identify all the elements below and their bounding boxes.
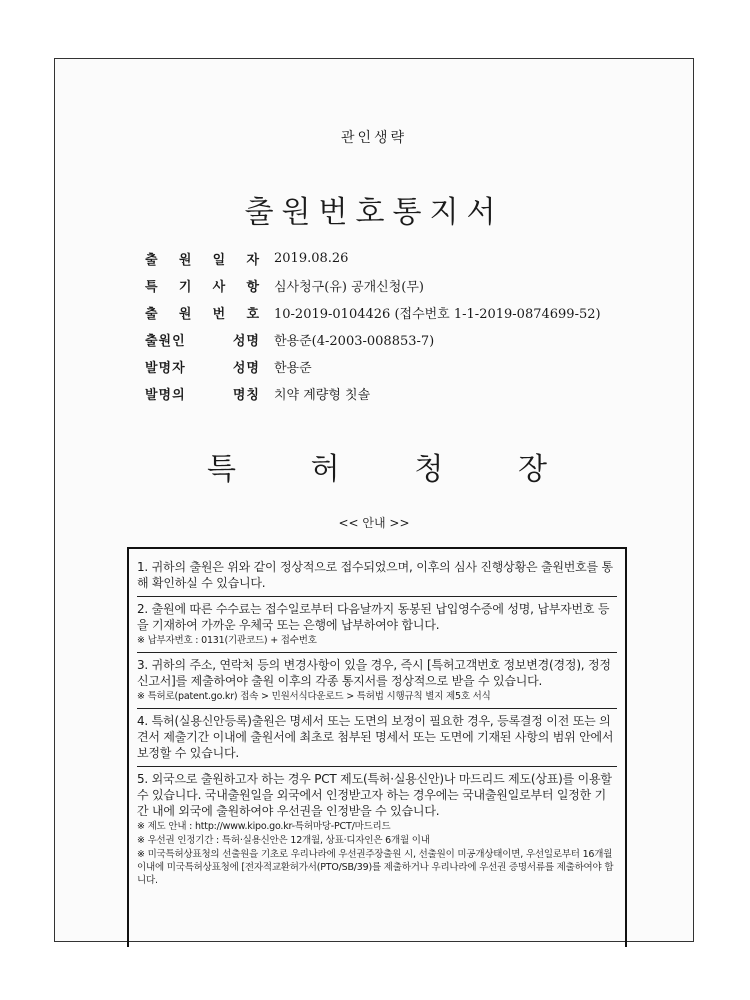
stamp-omitted: 관인생략 bbox=[340, 130, 408, 146]
field-label: 발명자 성명 bbox=[145, 361, 260, 376]
field-value: 한용준 bbox=[274, 361, 312, 376]
field-label: 특 기 사 항 bbox=[145, 280, 260, 295]
field-value: 치약 계량형 칫솔 bbox=[274, 388, 371, 403]
notice-item bbox=[137, 653, 617, 709]
notice-note: ※ 우선권 인정기간 : 특허·실용신안은 12개월, 상표·디자인은 6개월 이내 bbox=[137, 835, 430, 846]
notice-item bbox=[137, 709, 617, 767]
field-value: 2019.08.26 bbox=[274, 251, 349, 266]
field-label: 출원인 성명 bbox=[145, 334, 260, 349]
notice-text: 4. 특허(실용신안등록)출원은 명세서 또는 도면의 보정이 필요한 경우, 등록결정 이전 또는 의견서 제출기간 이내에 출원서에 최초로 첨부된 명세서 또는 도면에 기재된 사항의 범위 안에서 보정할 수 있습니다. bbox=[137, 714, 614, 760]
info-row-applicant bbox=[145, 326, 601, 353]
page-title: 출원번호통지서 bbox=[244, 195, 504, 230]
notice-text: 1. 귀하의 출원은 위와 같이 정상적으로 접수되었으며, 이후의 심사 진행상황은 출원번호를 통해 확인하실 수 있습니다. bbox=[137, 560, 613, 590]
notice-note: ※ 제도 안내 : http://www.kipo.go.kr-특허마당-PCT/마드리드 bbox=[137, 821, 391, 832]
notice-document bbox=[54, 58, 694, 942]
notice-note: ※ 특허로(patent.go.kr) 접속 > 민원서식다운로드 > 특허법 시행규칙 별지 제5호 서식 bbox=[137, 691, 491, 702]
notice-text: 3. 귀하의 주소, 연락처 등의 변경사항이 있을 경우, 즉시 [특허고객번호 정보변경(경정), 정정신고서]를 제출하여야 출원 이후의 각종 통지서를 정상적으로 받을 수 있습니다. bbox=[137, 658, 611, 688]
info-row-filing-date bbox=[145, 245, 601, 272]
issuer-char: 청 bbox=[414, 452, 444, 487]
info-row-application-number bbox=[145, 299, 601, 326]
info-row-inventor bbox=[145, 353, 601, 380]
guide-box bbox=[127, 547, 627, 947]
field-value: 10-2019-0104426 (접수번호 1-1-2019-0874699-52) bbox=[274, 307, 601, 322]
issuer-char: 장 bbox=[518, 452, 547, 487]
issuer-char: 특 bbox=[207, 452, 236, 487]
notice-note: ※ 납부자번호 : 0131(기관코드) + 접수번호 bbox=[137, 635, 317, 646]
field-label: 출 원 일 자 bbox=[145, 253, 260, 268]
issuer-commissioner bbox=[207, 444, 547, 488]
field-value: 한용준(4-2003-008853-7) bbox=[274, 334, 435, 349]
notice-text: 5. 외국으로 출원하고자 하는 경우 PCT 제도(특허·실용신안)나 마드리드 제도(상표)를 이용할 수 있습니다. 국내출원일을 외국에서 인정받고자 하는 경우에는 국내출원일로부터 일정한 기간 내에 외국에 출원하여야 우선권을 인정받을 수 있습니다. bbox=[137, 772, 612, 818]
field-value: 심사청구(유) 공개신청(무) bbox=[274, 280, 424, 295]
guide-heading: << 안내 >> bbox=[338, 516, 410, 530]
notice-text: 2. 출원에 따른 수수료는 접수일로부터 다음날까지 동봉된 납입영수증에 성명, 납부자번호 등을 기재하여 가까운 우체국 또는 은행에 납부하여야 합니다. bbox=[137, 602, 610, 632]
info-row-remarks bbox=[145, 272, 601, 299]
notice-item bbox=[137, 597, 617, 653]
issuer-char: 허 bbox=[310, 452, 340, 487]
field-label: 발명의 명칭 bbox=[145, 388, 260, 403]
notice-item bbox=[137, 555, 617, 597]
notice-note: ※ 미국특허상표청의 선출원을 기초로 우리나라에 우선권주장출원 시, 선출원이 미공개상태이면, 우선일로부터 16개월 이내에 미국특허상표청에 [전자적교환허가서(PTO/SB/39)를 제출하거나 우리나라에 우선권 증명서류를 제출하여야 합니다. bbox=[137, 849, 614, 886]
info-row-invention-title bbox=[145, 380, 601, 407]
application-info bbox=[145, 245, 601, 407]
notice-item bbox=[137, 767, 617, 892]
field-label: 출 원 번 호 bbox=[145, 307, 260, 322]
